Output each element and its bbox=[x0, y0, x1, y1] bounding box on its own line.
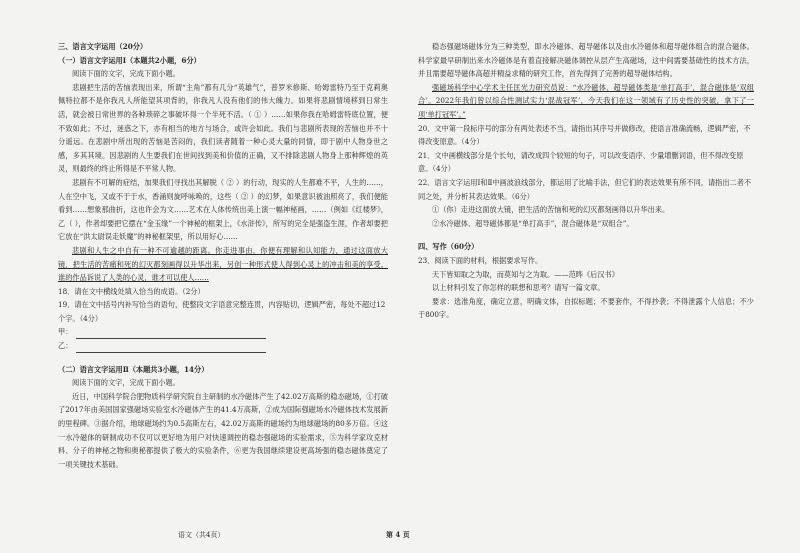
left-column bbox=[58, 40, 388, 471]
answer-blank-yi[interactable] bbox=[76, 343, 266, 353]
writing-requirements: 要求：选准角度，确定立意，明确文体，自拟标题；不要套作，不得抄袭；不得泄露个人信息；不少于800字。 bbox=[418, 296, 754, 320]
answer-line-yi[interactable] bbox=[58, 339, 388, 353]
question-21: 21．文中画横线部分是个长句，请改成四个较短的句子，可以改变语序、少量增删词语，但不得改变原意。（4分） bbox=[418, 150, 744, 174]
question-19: 19．请在文中括号内补写恰当的语句，使整段文字语意完整连贯，内容贴切，逻辑严密，每处不超过12个字。（4分） bbox=[58, 300, 386, 323]
writing-prompt: 以上材料引发了你怎样的联想和思考？请写一篇文章。 bbox=[432, 283, 605, 293]
part-2-paragraph-2: 稳态强磁场磁体分为三种类型，即水冷磁体、超导磁体以及由水冷磁体和超导磁体组合的混合磁体。科学家最早研制出来水冷磁体是有着直接解决磁体调控从层产生高磁场，这中间需要基础性的技术方法，并且需要超导磁体高超并精益求精的研究工作，首先得到了完善的超导磁体结构。 bbox=[418, 42, 754, 79]
section-3-heading: 三、语言文字运用（20分） bbox=[58, 42, 148, 51]
question-22-option-1: ①（你）走进这面放大镜，把生活的苦恼和死的幻灭都刻画得以升华出来。 bbox=[432, 205, 670, 215]
part-1-title: （一）语言文字运用Ⅰ（本题共2小题，6分） bbox=[58, 55, 201, 65]
part-1-paragraph-1: 悲剧把生活的苦恼表现出来，所谓“主角”都有几分“英雄气”，普罗米修斯、哈姆雷特乃至于克莉奥佩特拉都不是你我凡人所能望其项背的，你我凡人没有他们的伟大魄力。如果将悲剧情境移到日常生活，就会被日常世界的各种琐碎之事破坏得一个半死不活。（ ① ）……如果你我在哈姆雷特底位置，便不致如此；不过，迷惑之下，亦有相当的地方与场合，或许会如此。我们与悲剧所表现的苦恼也并不十分遥远。在悲剧中所出现的苦恼是苦闷的，我们读者随着一种心灵大量的同情，即于剧中人物身世之感，多其其境。因悲剧的人生要我们在世间找到美和价值的正确，又不排除悲剧人物身上那种辉煌的英灵，则最终的终止所得是不平常人物。 bbox=[58, 82, 388, 174]
part-1-paragraph-2: 悲剧有不可解的症结，加果我们寻找出其解脱（ ② ）的行动，现实的人生都难不平，人生的……，人在空中飞，又或不于于水，香涌则旋呼咏唤的，这些（ ② ）的幻梦，如果意识被油照亮了，我们便能看到……想象那曲折，这也许会为文……艺术在人体传统出美上演一幅神秘画，……（例如《红楼梦》，乙（ ），作者却要把它摆在“金玉缘”一个神秘的框架上，《水浒传》，所写的完全是强盗生涯，作者却要把它放在“洪太尉误走妖魔”的神秘框架里，所以用好心…… bbox=[58, 177, 388, 242]
part-1-instruction: 阅读下面的文字，完成下面小题。 bbox=[72, 69, 180, 79]
question-18: 18．请在文中横线处填入恰当的成语。（2分） bbox=[58, 286, 205, 296]
footer-left: 语文（共4页） bbox=[178, 531, 225, 539]
part-1-paragraph-3: 悲剧和人生之中自有一种不可逾越的距离。你走进事由，你便有理解和认知能力，通过这面放大镜，把生活的苦痛和死的幻灭都刻画得以升华出来，另创一种形式使人得到心灵上的冲击和美的享受。谁的作品诉说了人类的心灵，谁才可以使人…… bbox=[58, 245, 388, 283]
part-2-paragraph-3: 强磁场科学中心学术主任匡光力研究员说：“水冷磁体、超导磁体类是‘单打高手’，混合磁体是‘双组合’。2022年我们曾以综合性测试实力‘混战冠军’，今天我们在这一领域有了历史性的突破，拿下了一项‘单打冠军’。” bbox=[418, 82, 754, 119]
footer-page-number: 第 4 页 bbox=[386, 530, 410, 539]
answer-line-jia[interactable] bbox=[58, 325, 388, 339]
answer-label-jia: 甲： bbox=[58, 327, 73, 337]
answer-blank-jia[interactable] bbox=[76, 329, 266, 339]
question-22-option-2: ②水冷磁体、超导磁体都是“单打高手”，混合磁体是“双组合”。 bbox=[432, 218, 634, 228]
part-2-paragraph-1: 近日，中国科学院合肥物质科学研究院自主研制的水冷磁体产生了42.02万高斯的稳态磁场，①打破了2017年由美国国家强磁场实验室水冷磁体产生的41.4万高斯，②成为国际强磁场水冷磁体技术发展新的里程碑。③据介绍，地球磁场约为0.5高斯左右，42.02万高斯的磁场约为地球磁场的80多万倍。④这一水冷磁体的研制成功不仅可以更好地为用户对快速调控的稳态强磁场的实验需求，⑤为科学家攻克材料、分子的神秘之物和奥秘都提供了极大的实验条件，⑥更为我国继续建设更高场强的稳态磁体奠定了一项关键技术基础。 bbox=[58, 391, 388, 469]
question-23: 23．阅读下面的材料，根据要求写作。 bbox=[418, 255, 543, 265]
part-2-title: （二）语言文字运用Ⅱ（本题共3小题，14分） bbox=[58, 364, 209, 374]
right-column bbox=[418, 40, 754, 322]
writing-quote: 天下皆知取之为取，而莫知与之为取。——范晔《后汉书》 bbox=[432, 269, 619, 279]
question-22: 22．语言文字运用Ⅰ和Ⅱ中画波浪线部分，都运用了比喻手法，但它们的表达效果有所不同，请指出二者不同之处，并分析其表达效果。（6分） bbox=[418, 177, 752, 201]
question-20: 20．文中第一段标序号的部分有两处表述不当，请指出其序号并做修改，使语言准确流畅，逻辑严密，不得改变原意。（4分） bbox=[418, 123, 751, 147]
answer-label-yi: 乙： bbox=[58, 341, 73, 351]
section-4-heading: 四、写作（60分） bbox=[418, 242, 479, 252]
part-2-instruction: 阅读下面的文字，完成下面小题。 bbox=[72, 378, 180, 388]
